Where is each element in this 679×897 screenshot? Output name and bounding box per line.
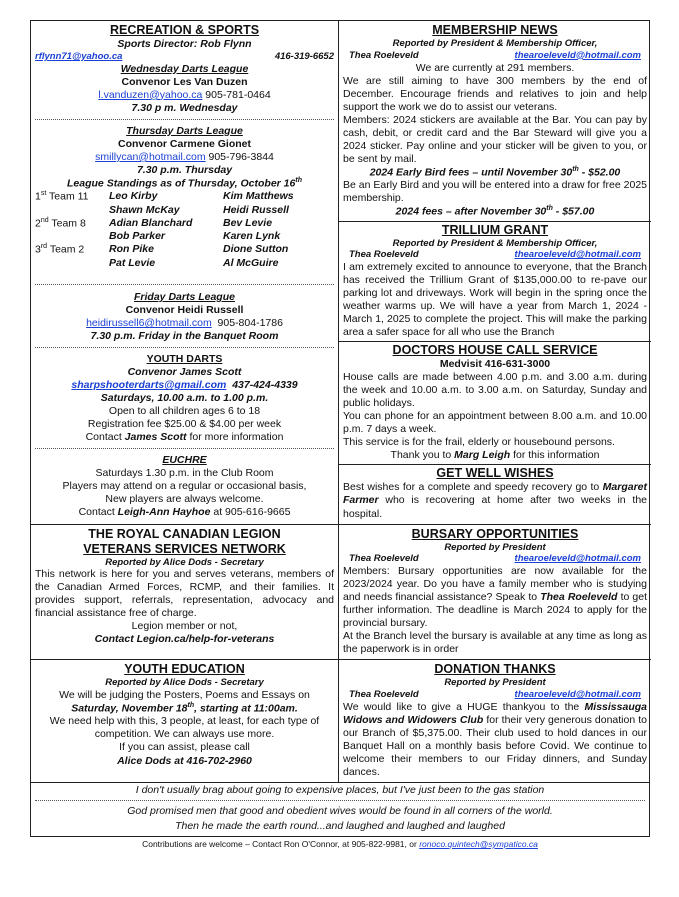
youth-contact-pre: Contact bbox=[85, 431, 122, 444]
standings-rank: 3 bbox=[35, 243, 41, 256]
donation-title: DONATION THANKS bbox=[434, 662, 556, 677]
contrib-text: Contributions are welcome – Contact Ron O'Connor, at 905-822-9981, or bbox=[142, 838, 417, 849]
membership-email-link[interactable]: thearoeleveld@hotmail.com bbox=[514, 49, 641, 61]
euchre-contact-post: at 905-616-9665 bbox=[213, 506, 291, 519]
donation-reported: Reported by President bbox=[444, 677, 546, 689]
donation-body bbox=[343, 701, 647, 779]
standings-row bbox=[35, 257, 334, 270]
standings-player: Ron Pike bbox=[109, 243, 154, 256]
contributions-note bbox=[30, 839, 650, 850]
membership-title: MEMBERSHIP NEWS bbox=[432, 23, 558, 37]
thu-phone: 905-796-3844 bbox=[208, 150, 274, 163]
standings-player: Al McGuire bbox=[223, 257, 279, 269]
membership-p1: We are currently at 291 members. bbox=[415, 61, 575, 74]
divider bbox=[35, 347, 334, 348]
early-bird-price: - $52.00 bbox=[578, 166, 621, 179]
early-bird-text: 2024 Early Bird fees – until November 30 bbox=[369, 166, 573, 179]
youth-contact-info bbox=[35, 431, 334, 444]
director-email-link[interactable]: rflynn71@yahoo.ca bbox=[35, 51, 123, 63]
fri-darts-title: Friday Darts League bbox=[134, 291, 235, 304]
legion-title2: VETERANS SERVICES NETWORK bbox=[83, 541, 286, 556]
legion-reported: Reported by Alice Dods - Secretary bbox=[105, 556, 264, 568]
thu-convenor: Convenor Carmene Gionet bbox=[117, 137, 252, 150]
youth-open: Open to all children ages 6 to 18 bbox=[108, 405, 261, 418]
youth-darts-title: YOUTH DARTS bbox=[146, 353, 223, 366]
recreation-title: RECREATION & SPORTS bbox=[109, 23, 260, 37]
euchre-title: EUCHRE bbox=[162, 454, 207, 467]
youth-education-section bbox=[31, 659, 339, 782]
youthed-l5: Alice Dods at 416-702-2960 bbox=[117, 754, 252, 767]
standings-rank: 1 bbox=[35, 190, 41, 203]
standings-player: Bob Parker bbox=[109, 230, 166, 243]
standings-row bbox=[35, 217, 334, 231]
standings-team bbox=[35, 190, 109, 204]
divider bbox=[35, 119, 334, 120]
getwell-body bbox=[343, 481, 647, 520]
donation-section bbox=[339, 659, 651, 782]
divider bbox=[35, 800, 645, 801]
wed-darts-title: Wednesday Darts League bbox=[120, 62, 249, 75]
getwell-pre: Best wishes for a complete and speedy recovery go to bbox=[343, 481, 600, 494]
standings-team bbox=[35, 257, 109, 270]
trillium-email-link[interactable]: thearoeleveld@hotmail.com bbox=[514, 249, 641, 261]
youth-contact bbox=[35, 379, 334, 392]
standings-rank-sup: st bbox=[40, 190, 47, 198]
donation-author: Thea Roeleveld bbox=[349, 688, 419, 700]
legion-contact: Contact Legion.ca/help-for-veterans bbox=[94, 633, 275, 646]
doctors-p1: House calls are made between 4.00 p.m. and 3.00 a.m. during the week and 10.00 a.m. to 3.00 a.m. on Saturday, Sunday and public holidays. bbox=[343, 371, 647, 410]
standings-team bbox=[35, 217, 109, 231]
after-fee bbox=[343, 205, 647, 219]
doctors-p3: This service is for the frail, elderly or housebound persons. bbox=[343, 436, 615, 449]
youthed-l3: We need help with this, 3 people, at least, for each type of competition. We can always use more. bbox=[49, 715, 320, 741]
youth-time: Saturdays, 10.00 a.m. to 1.00 p.m. bbox=[100, 392, 269, 405]
newsletter-grid bbox=[30, 20, 650, 783]
youthed-l1: We will be judging the Posters, Poems and Essays on bbox=[59, 688, 310, 701]
bursary-section bbox=[339, 524, 651, 660]
youthed-l4: If you can assist, please call bbox=[119, 741, 250, 754]
legion-body: This network is here for you and serves veterans, members of the Canadian Armed Forces, RCMP, and their families. It provides support, referrals, representation, advocacy and financial assistance free of charge. bbox=[35, 568, 334, 620]
recreation-section bbox=[31, 21, 339, 524]
membership-p4: Be an Early Bird and you will be entered into a draw for free 2025 membership. bbox=[343, 179, 647, 205]
section-divider bbox=[339, 464, 651, 465]
bursary-p2: At the Branch level the bursary is available at any time as long as the paperwork is in order bbox=[343, 630, 647, 656]
bursary-byline bbox=[343, 553, 647, 565]
footer-jokes bbox=[30, 783, 650, 837]
legion-section bbox=[31, 524, 339, 660]
youthed-title: YOUTH EDUCATION bbox=[124, 662, 245, 677]
thu-email-link[interactable]: smillycan@hotmail.com bbox=[95, 150, 206, 163]
divider bbox=[35, 448, 334, 449]
legion-title1: THE ROYAL CANADIAN LEGION bbox=[88, 526, 281, 541]
wed-phone: 905-781-0464 bbox=[205, 88, 271, 101]
fri-phone: 905-804-1786 bbox=[217, 317, 283, 330]
youth-convenor: Convenor James Scott bbox=[127, 366, 242, 379]
standings-row bbox=[35, 243, 334, 257]
euchre-line2: Players may attend on a regular or occasional basis, bbox=[62, 480, 307, 493]
doctors-title: DOCTORS HOUSE CALL SERVICE bbox=[392, 343, 598, 358]
standings-player: Heidi Russell bbox=[223, 203, 289, 216]
youth-contact-name: James Scott bbox=[124, 431, 187, 444]
after-fee-price: - $57.00 bbox=[552, 205, 595, 218]
doctors-thanks-name: Marg Leigh bbox=[454, 449, 511, 462]
bursary-author: Thea Roeleveld bbox=[349, 553, 419, 565]
legion-member: Legion member or not, bbox=[131, 620, 238, 633]
euchre-line1: Saturdays 1.30 p.m. in the Club Room bbox=[95, 467, 274, 480]
section-divider bbox=[339, 341, 651, 342]
membership-author: Thea Roeleveld bbox=[349, 49, 419, 61]
standings-player: Leo Kirby bbox=[109, 190, 158, 203]
fri-convenor: Convenor Heidi Russell bbox=[125, 304, 244, 317]
youthed-l2-sup: th bbox=[187, 701, 195, 709]
sports-director: Sports Director: Rob Flynn bbox=[117, 38, 252, 50]
standings-title-text: League Standings as of Thursday, October 16 bbox=[67, 177, 296, 190]
doctors-p2: You can phone for an appointment between 8.00 a.m. and 10.00 p.m. 7 days a week. bbox=[343, 410, 647, 436]
bursary-p1-post: to get further information. The deadline is March 2024 to apply for the provincial bursary. bbox=[343, 591, 648, 630]
after-fee-text: 2024 fees – after November 30 bbox=[395, 205, 547, 218]
standings-row bbox=[35, 204, 334, 217]
standings-player: Karen Lynk bbox=[223, 230, 281, 243]
euchre-contact bbox=[35, 506, 334, 519]
doctors-thanks-post: for this information bbox=[513, 449, 600, 462]
standings-team bbox=[35, 230, 109, 243]
standings-player: Shawn McKay bbox=[109, 203, 180, 216]
standings-table bbox=[35, 190, 334, 270]
trillium-title: TRILLIUM GRANT bbox=[441, 222, 549, 237]
early-bird-sup: th bbox=[572, 165, 579, 173]
standings-player: Adian Blanchard bbox=[109, 216, 193, 229]
thu-time: 7.30 p.m. Thursday bbox=[136, 163, 233, 176]
youth-contact-post: for more information bbox=[189, 431, 284, 444]
bursary-p1 bbox=[343, 565, 647, 630]
bursary-reported: Reported by President bbox=[444, 541, 546, 553]
standings-player: Pat Levie bbox=[109, 257, 156, 269]
standings-sup: th bbox=[295, 176, 302, 184]
standings-rank-sup: rd bbox=[40, 243, 48, 251]
getwell-name: Margaret Farmer bbox=[343, 481, 648, 507]
bursary-email-link[interactable]: thearoeleveld@hotmail.com bbox=[514, 553, 641, 565]
thu-contact bbox=[35, 151, 334, 164]
standings-player: Dione Sutton bbox=[223, 243, 289, 256]
divider bbox=[35, 284, 334, 285]
thu-darts-title: Thursday Darts League bbox=[126, 124, 243, 137]
bursary-title: BURSARY OPPORTUNITIES bbox=[411, 526, 579, 541]
membership-byline bbox=[343, 50, 647, 62]
standings-player: Kim Matthews bbox=[223, 190, 294, 203]
membership-p3: Members: 2024 stickers are available at the Bar. You can pay by cash, debit, or credit card and the Bar Steward will give you a 2024 sticker. Pay online and your sticker will be given to you, or be sent by mail. bbox=[343, 113, 647, 165]
donation-club: Mississauga Widows and Widowers Club bbox=[343, 700, 647, 726]
section-divider bbox=[339, 221, 651, 222]
newsletter-page bbox=[30, 20, 650, 849]
trillium-body: I am extremely excited to announce to everyone, that the Branch has received the Trillium Grant of $135,000.00 to re-pave our parking lot and driveways. Work will begin in the spring once the weather warms up. We will have a year from March 1, 2024 - March 1, 2025 to complete the project. This will make the parking area a safer space for all who use the Branch bbox=[343, 261, 647, 339]
getwell-post: who is recovering at home after two weeks in the hospital. bbox=[343, 494, 647, 520]
euchre-contact-pre: Contact bbox=[78, 506, 115, 519]
standings-team-name: Team 8 bbox=[51, 217, 86, 230]
donation-pre: We would like to give a HUGE thankyou to the bbox=[343, 700, 580, 713]
youthed-l2-text: Saturday, November 18 bbox=[71, 702, 188, 715]
trillium-author: Thea Roeleveld bbox=[349, 249, 419, 261]
fri-time: 7.30 p.m. Friday in the Banquet Room bbox=[90, 330, 279, 343]
wed-email-link[interactable]: l.vanduzen@yahoo.ca bbox=[98, 88, 203, 101]
youthed-reported: Reported by Alice Dods - Secretary bbox=[105, 677, 264, 689]
wed-time: 7.30 p m. Wednesday bbox=[131, 101, 238, 114]
membership-reported: Reported by President & Membership Officer, bbox=[392, 38, 598, 49]
contrib-email-link[interactable]: ronoco.quintech@sympatico.ca bbox=[419, 838, 538, 849]
donation-email-link[interactable]: thearoeleveld@hotmail.com bbox=[514, 688, 641, 700]
standings-team bbox=[35, 243, 109, 257]
doctors-thanks bbox=[343, 449, 647, 462]
bursary-p1-pre: Members: Bursary opportunities are now available for the 2023/2024 year. Do you have a family member who is studying and needs financial assistance? Speak to bbox=[343, 565, 647, 604]
joke-2a: God promised men that good and obedient wives would be found in all corners of the world. bbox=[127, 804, 553, 817]
standings-rank-sup: nd bbox=[40, 216, 49, 224]
getwell-title: GET WELL WISHES bbox=[436, 466, 554, 481]
standings-team bbox=[35, 204, 109, 217]
early-bird-fee bbox=[343, 166, 647, 180]
youthed-l2 bbox=[35, 702, 334, 716]
bursary-p1-name: Thea Roeleveld bbox=[540, 591, 618, 604]
director-phone: 416-319-6652 bbox=[274, 51, 334, 63]
standings-row bbox=[35, 190, 334, 204]
trillium-byline bbox=[343, 249, 647, 261]
trillium-reported: Reported by President & Membership Officer, bbox=[392, 237, 598, 249]
right-column-top bbox=[339, 21, 651, 524]
fri-contact bbox=[35, 317, 334, 330]
wed-convenor: Convenor Les Van Duzen bbox=[121, 75, 248, 88]
doctors-sub: Medvisit 416-631-3000 bbox=[439, 358, 551, 371]
joke-2b: Then he made the earth round...and laughed and laughed and laughed bbox=[175, 819, 505, 832]
standings-title bbox=[35, 177, 334, 191]
standings-row bbox=[35, 230, 334, 243]
donation-byline bbox=[343, 689, 647, 701]
euchre-line3: New players are always welcome. bbox=[105, 493, 264, 506]
youth-email-link[interactable]: sharpshooterdarts@gmail.com bbox=[71, 379, 227, 392]
after-fee-sup: th bbox=[546, 205, 553, 213]
wed-contact bbox=[35, 89, 334, 102]
standings-team-name: Team 11 bbox=[49, 190, 89, 203]
standings-rank: 2 bbox=[35, 217, 41, 230]
standings-player: Bev Levie bbox=[223, 216, 273, 229]
director-contact bbox=[35, 51, 334, 63]
joke-1: I don't usually brag about going to expensive places, but I've just been to the gas station bbox=[135, 783, 545, 796]
youth-fee: Registration fee $25.00 & $4.00 per week bbox=[87, 418, 282, 431]
donation-post: for their very generous donation to our Branch of $5,375.00. Their club used to hold dances in our Banquet Hall on a monthly basis before Covid. We continue to welcome their members to our Friday dinners, and Sunday dances. bbox=[343, 713, 648, 778]
youthed-l2-post: , starting at 11:00am. bbox=[194, 702, 298, 715]
fri-email-link[interactable]: heidirussell6@hotmail.com bbox=[86, 317, 212, 330]
youth-phone: 437-424-4339 bbox=[232, 379, 298, 392]
membership-p2: We are still aiming to have 300 members by the end of December. Encourage friends and relatives to join and help support the work we do to assist our veterans. bbox=[343, 74, 647, 113]
euchre-contact-name: Leigh-Ann Hayhoe bbox=[117, 506, 211, 519]
doctors-thanks-pre: Thank you to bbox=[390, 449, 452, 462]
standings-team-name: Team 2 bbox=[49, 243, 85, 256]
